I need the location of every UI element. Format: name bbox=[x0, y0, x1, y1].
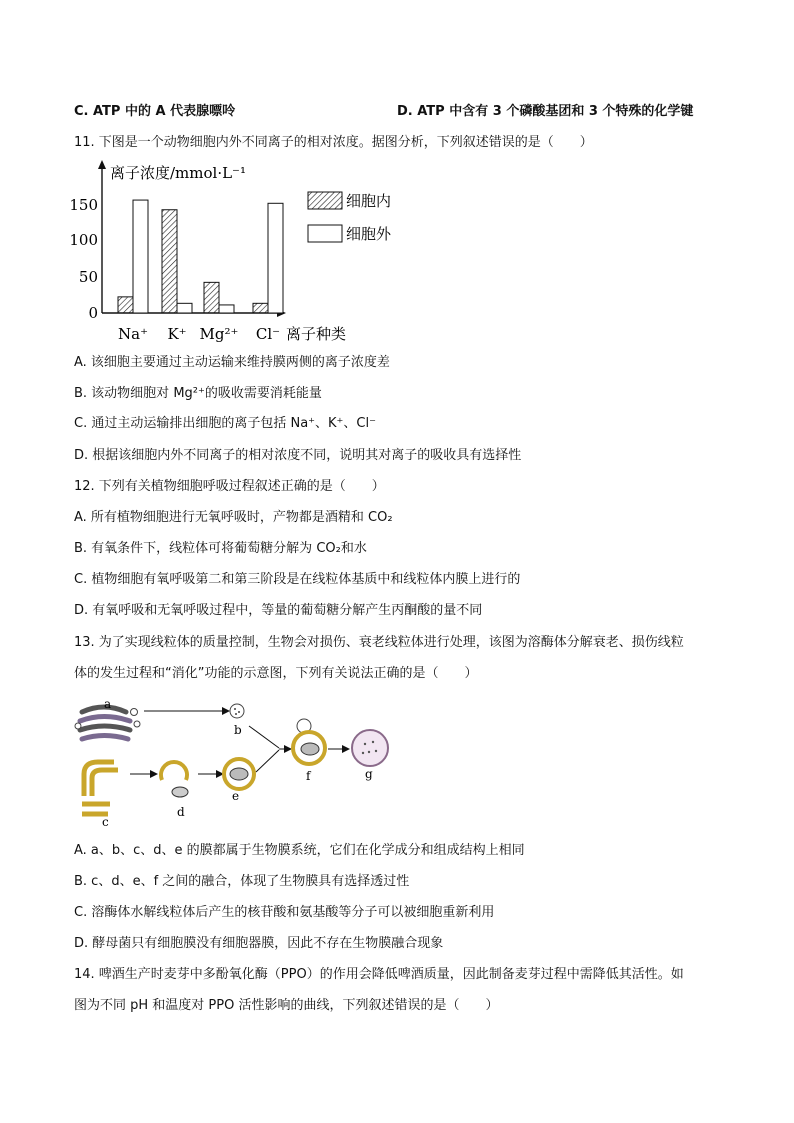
legend-label-outside: 细胞外 bbox=[346, 225, 392, 243]
q10-option-c: C. ATP 中的 A 代表腺嘌呤 bbox=[74, 104, 236, 119]
bar-outside-0 bbox=[133, 200, 148, 313]
q11-option-b: B. 该动物细胞对 Mg²⁺的吸收需要消耗能量 bbox=[74, 386, 322, 401]
label-d: d bbox=[177, 805, 185, 819]
arrow-a-b-icon bbox=[222, 707, 230, 715]
y-axis-arrow-icon bbox=[98, 160, 106, 169]
x-axis-label: 离子种类 bbox=[286, 325, 347, 343]
q14-stem-line2: 图为不同 pH 和温度对 PPO 活性影响的曲线，下列叙述错误的是（ ） bbox=[74, 998, 499, 1013]
category-label-3: Cl⁻ bbox=[255, 325, 281, 343]
label-b: b bbox=[234, 723, 242, 737]
endoplasmic-reticulum-icon bbox=[82, 762, 118, 814]
q12-option-d: D. 有氧呼吸和无氧呼吸过程中，等量的葡萄糖分解产生丙酮酸的量不同 bbox=[74, 603, 483, 618]
y-axis-label: 离子浓度/mmol·L⁻¹ bbox=[110, 164, 246, 182]
phagophore-icon bbox=[161, 762, 188, 797]
y-tick-150: 150 bbox=[69, 196, 98, 214]
y-tick-100: 100 bbox=[69, 231, 98, 249]
bar-outside-1 bbox=[177, 303, 192, 313]
q13-option-c: C. 溶酶体水解线粒体后产生的核苷酸和氨基酸等分子可以被细胞重新利用 bbox=[74, 905, 495, 920]
q12-option-b: B. 有氧条件下，线粒体可将葡萄糖分解为 CO₂和水 bbox=[74, 541, 367, 556]
lysosome-icon bbox=[230, 704, 244, 718]
lysosome-process-diagram bbox=[74, 696, 404, 831]
label-e: e bbox=[232, 789, 240, 803]
bar-inside-1 bbox=[162, 210, 177, 313]
y-tick-0: 0 bbox=[88, 304, 98, 322]
label-c: c bbox=[102, 815, 109, 829]
q12-stem: 12. 下列有关植物细胞呼吸过程叙述正确的是（ ） bbox=[74, 479, 385, 494]
bar-outside-3 bbox=[268, 203, 283, 313]
bar-inside-3 bbox=[253, 303, 268, 313]
q11-option-c: C. 通过主动运输排出细胞的离子包括 Na⁺、K⁺、Cl⁻ bbox=[74, 416, 376, 431]
bar-inside-0 bbox=[118, 297, 133, 313]
ion-concentration-bar-chart bbox=[69, 158, 392, 348]
q12-option-a: A. 所有植物细胞进行无氧呼吸时，产物都是酒精和 CO₂ bbox=[74, 510, 393, 525]
category-label-2: Mg²⁺ bbox=[199, 325, 239, 343]
legend-swatch-inside bbox=[308, 192, 342, 209]
autophagosome-icon bbox=[224, 759, 254, 789]
legend-swatch-outside bbox=[308, 225, 342, 242]
autolysosome-icon bbox=[293, 719, 325, 764]
bar-outside-2 bbox=[219, 305, 234, 313]
q14-stem-line1: 14. 啤酒生产时麦芽中多酚氧化酶（PPO）的作用会降低啤酒质量，因此制备麦芽过程中需降低其活性。如 bbox=[74, 967, 684, 982]
q11-option-a: A. 该细胞主要通过主动运输来维持膜两侧的离子浓度差 bbox=[74, 355, 390, 370]
y-tick-50: 50 bbox=[78, 268, 98, 286]
label-a: a bbox=[104, 697, 112, 711]
q11-option-d: D. 根据该细胞内外不同离子的相对浓度不同，说明其对离子的吸收具有选择性 bbox=[74, 448, 522, 463]
q13-stem-line2: 体的发生过程和“消化”功能的示意图，下列有关说法正确的是（ ） bbox=[74, 666, 478, 681]
category-label-0: Na⁺ bbox=[118, 325, 148, 343]
q13-option-d: D. 酵母菌只有细胞膜没有细胞器膜，因此不存在生物膜融合现象 bbox=[74, 936, 444, 951]
legend-label-inside: 细胞内 bbox=[346, 192, 392, 210]
residual-body-icon bbox=[352, 730, 388, 766]
q12-option-c: C. 植物细胞有氧呼吸第二和第三阶段是在线粒体基质中和线粒体内膜上进行的 bbox=[74, 572, 521, 587]
label-g: g bbox=[365, 767, 373, 781]
label-f: f bbox=[306, 769, 311, 783]
arrow-to-f-icon bbox=[284, 745, 292, 753]
arrow-f-g-icon bbox=[342, 745, 350, 753]
q13-option-b: B. c、d、e、f 之间的融合，体现了生物膜具有选择透过性 bbox=[74, 874, 410, 889]
arrow-c-d-icon bbox=[150, 770, 158, 778]
golgi-apparatus-icon bbox=[75, 707, 140, 739]
q13-option-a: A. a、b、c、d、e 的膜都属于生物膜系统，它们在化学成分和组成结构上相同 bbox=[74, 843, 525, 858]
bar-inside-2 bbox=[204, 282, 219, 313]
category-label-1: K⁺ bbox=[167, 325, 187, 343]
q10-option-d: D. ATP 中含有 3 个磷酸基团和 3 个特殊的化学键 bbox=[397, 104, 694, 119]
q13-stem-line1: 13. 为了实现线粒体的质量控制，生物会对损伤、衰老线粒体进行处理，该图为溶酶体分解衰老、损伤线粒 bbox=[74, 635, 684, 650]
q11-stem: 11. 下图是一个动物细胞内外不同离子的相对浓度。据图分析，下列叙述错误的是（ ） bbox=[74, 135, 593, 150]
